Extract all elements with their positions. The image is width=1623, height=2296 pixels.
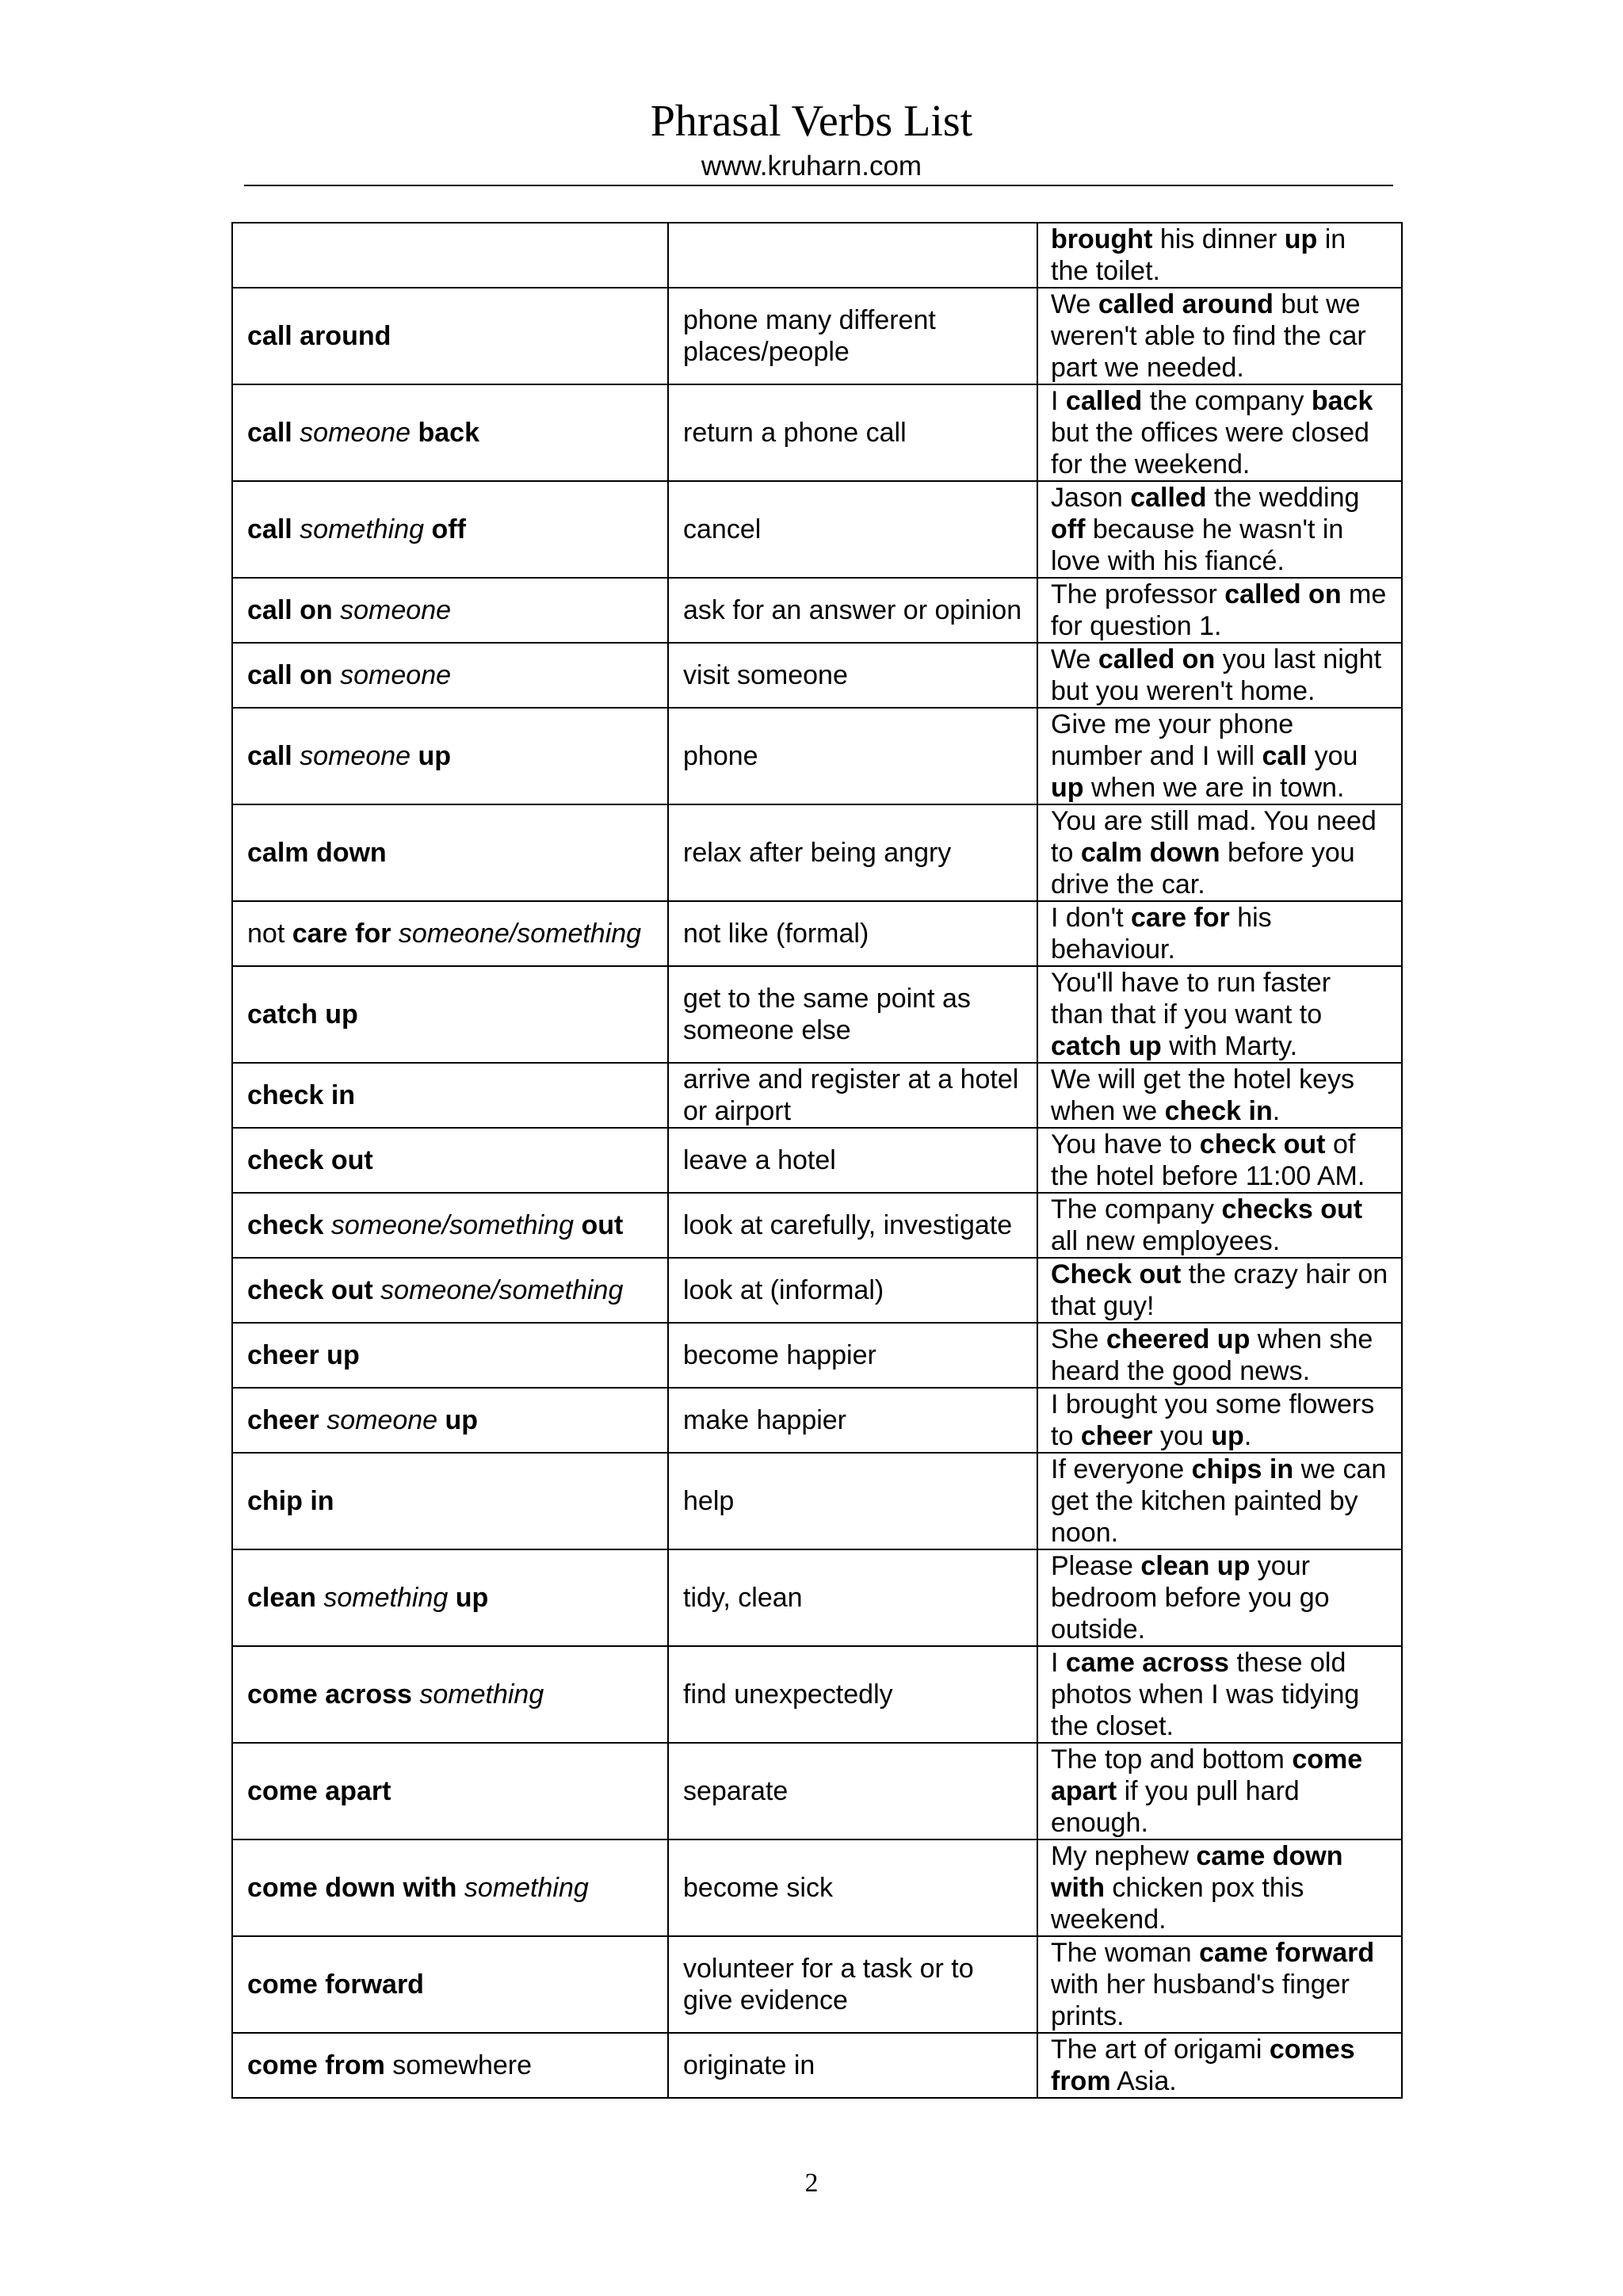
bold-text: come across	[247, 1679, 420, 1710]
italic-text: someone/something	[380, 1275, 624, 1305]
table-row	[232, 481, 1402, 578]
plain-text: The top and bottom	[1051, 1744, 1293, 1775]
bold-text: clean	[247, 1583, 324, 1613]
bold-text: cheer up	[247, 1340, 360, 1370]
bold-text: call	[247, 514, 300, 544]
phrasal-verbs-table	[231, 222, 1403, 2099]
plain-text: We	[1051, 644, 1098, 674]
table-row	[232, 223, 1402, 288]
example-cell	[1037, 1839, 1402, 1936]
plain-text: in the toilet.	[1051, 224, 1346, 286]
bold-text: back	[411, 418, 479, 448]
plain-text: we can get the kitchen painted by noon.	[1051, 1454, 1387, 1548]
meaning-cell: find unexpectedly	[668, 1646, 1037, 1743]
example-cell	[1037, 578, 1402, 643]
table-row	[232, 708, 1402, 804]
page-header	[0, 94, 1623, 184]
table-row	[232, 288, 1402, 384]
italic-text: something	[300, 514, 425, 544]
table-row	[232, 1128, 1402, 1193]
plain-text: I brought you some flowers to	[1051, 1389, 1375, 1451]
phrasal-verb-cell	[232, 901, 668, 966]
example-cell	[1037, 1453, 1402, 1549]
bold-text: comes from	[1051, 2034, 1355, 2096]
plain-text: of the hotel before 11:00 AM.	[1051, 1129, 1365, 1191]
bold-text: checks out	[1221, 1194, 1363, 1224]
phrasal-verb-cell	[232, 578, 668, 643]
meaning-cell: ask for an answer or opinion	[668, 578, 1037, 643]
plain-text: but the offices were closed for the weekend.	[1051, 418, 1369, 479]
plain-text: but we weren't able to find the car part we needed.	[1051, 289, 1366, 383]
plain-text: We will get the hotel keys when we	[1051, 1064, 1354, 1126]
plain-text: when we are in town.	[1083, 773, 1345, 803]
meaning-cell: help	[668, 1453, 1037, 1549]
plain-text: Give me your phone number and I will	[1051, 709, 1294, 771]
plain-text: You are still mad. You need to	[1051, 806, 1377, 868]
page-number: 2	[804, 2168, 819, 2198]
phrasal-verb-cell	[232, 288, 668, 384]
example-cell	[1037, 804, 1402, 901]
example-cell	[1037, 1549, 1402, 1646]
header-divider	[244, 185, 1393, 186]
plain-text: .	[1243, 1421, 1252, 1451]
plain-text: I	[1051, 386, 1066, 416]
meaning-cell: relax after being angry	[668, 804, 1037, 901]
bold-text: called	[1065, 386, 1143, 416]
plain-text: She	[1051, 1324, 1106, 1354]
phrasal-verb-cell	[232, 1388, 668, 1453]
bold-text: call on	[247, 660, 341, 690]
table-row	[232, 1388, 1402, 1453]
italic-text: someone	[300, 418, 411, 448]
plain-text: when she heard the good news.	[1051, 1324, 1373, 1386]
meaning-cell: get to the same point as someone else	[668, 966, 1037, 1063]
italic-text: something	[464, 1873, 589, 1903]
bold-text: cheer	[247, 1405, 327, 1435]
phrasal-verb-cell	[232, 804, 668, 901]
bold-text: up	[1051, 773, 1084, 803]
bold-text: care for	[1131, 903, 1230, 933]
bold-text: check out	[247, 1145, 373, 1175]
bold-text: check in	[247, 1080, 356, 1110]
table-row	[232, 1063, 1402, 1128]
bold-text: brought	[1051, 224, 1153, 254]
example-cell	[1037, 1646, 1402, 1743]
bold-text: chips in	[1191, 1454, 1294, 1484]
plain-text: these old photos when I was tidying the closet.	[1051, 1648, 1360, 1741]
plain-text: Asia.	[1110, 2066, 1177, 2096]
plain-text: the crazy hair on that guy!	[1051, 1259, 1388, 1321]
meaning-cell: tidy, clean	[668, 1549, 1037, 1646]
table-row	[232, 804, 1402, 901]
table-row	[232, 966, 1402, 1063]
bold-text: check out	[1199, 1129, 1326, 1159]
plain-text: chicken pox this weekend.	[1051, 1873, 1304, 1935]
bold-text: come forward	[247, 1969, 424, 2000]
meaning-cell: leave a hotel	[668, 1128, 1037, 1193]
bold-text: up	[1284, 224, 1318, 254]
plain-text: Jason	[1051, 483, 1131, 513]
italic-text: someone/something	[330, 1210, 575, 1240]
plain-text: The woman	[1051, 1938, 1200, 1968]
plain-text: your bedroom before you go outside.	[1051, 1551, 1330, 1645]
italic-text: something	[419, 1679, 544, 1710]
bold-text: up	[411, 741, 452, 771]
table-row	[232, 578, 1402, 643]
bold-text: cheer	[1080, 1421, 1153, 1451]
meaning-cell	[668, 223, 1037, 288]
bold-text: care for	[292, 919, 399, 949]
bold-text: check	[247, 1210, 331, 1240]
bold-text: up	[448, 1583, 489, 1613]
bold-text: check in	[1164, 1096, 1273, 1126]
plain-text: because he wasn't in love with his fiancé.	[1051, 514, 1344, 576]
plain-text: if you pull hard enough.	[1051, 1776, 1300, 1838]
example-cell	[1037, 1193, 1402, 1258]
plain-text: you last night but you weren't home.	[1051, 644, 1382, 706]
phrasal-verb-cell	[232, 1258, 668, 1323]
phrasal-verb-cell	[232, 643, 668, 708]
table-row	[232, 1936, 1402, 2033]
italic-text: someone	[340, 595, 452, 625]
bold-text: check out	[247, 1275, 381, 1305]
bold-text: called around	[1098, 289, 1274, 319]
plain-text: .	[1272, 1096, 1281, 1126]
table-row	[232, 1646, 1402, 1743]
example-cell	[1037, 901, 1402, 966]
example-cell	[1037, 288, 1402, 384]
phrasal-verb-cell	[232, 1128, 668, 1193]
table-row	[232, 1193, 1402, 1258]
example-cell	[1037, 1323, 1402, 1388]
bold-text: up	[437, 1405, 479, 1435]
italic-text: someone	[327, 1405, 438, 1435]
plain-text: My nephew	[1051, 1841, 1197, 1871]
bold-text: come apart	[1051, 1744, 1363, 1806]
meaning-cell: phone many different places/people	[668, 288, 1037, 384]
table-row	[232, 1549, 1402, 1646]
plain-text: with her husband's finger prints.	[1051, 1969, 1350, 2031]
plain-text: me for question 1.	[1051, 579, 1387, 641]
bold-text: came forward	[1199, 1938, 1375, 1968]
table-body	[232, 223, 1402, 2098]
bold-text: catch up	[247, 999, 358, 1030]
meaning-cell: visit someone	[668, 643, 1037, 708]
table-row	[232, 643, 1402, 708]
bold-text: called	[1130, 483, 1207, 513]
plain-text: I	[1051, 1648, 1066, 1678]
example-cell	[1037, 1743, 1402, 1839]
plain-text: the company	[1142, 386, 1312, 416]
bold-text: calm down	[247, 838, 387, 868]
plain-text: The company	[1051, 1194, 1222, 1224]
bold-text: clean up	[1140, 1551, 1251, 1581]
example-cell	[1037, 1258, 1402, 1323]
italic-text: something	[323, 1583, 449, 1613]
phrasal-verb-cell	[232, 1063, 668, 1128]
plain-text: The professor	[1051, 579, 1225, 609]
phrasal-verb-cell	[232, 223, 668, 288]
meaning-cell: originate in	[668, 2033, 1037, 2098]
bold-text: come apart	[247, 1776, 391, 1806]
bold-text: come down with	[247, 1873, 464, 1903]
meaning-cell: become happier	[668, 1323, 1037, 1388]
meaning-cell: look at (informal)	[668, 1258, 1037, 1323]
table-row	[232, 384, 1402, 481]
italic-text: someone	[300, 741, 411, 771]
plain-text: all new employees.	[1051, 1226, 1281, 1256]
bold-text: off	[424, 514, 466, 544]
meaning-cell: return a phone call	[668, 384, 1037, 481]
example-cell	[1037, 1388, 1402, 1453]
bold-text: chip in	[247, 1486, 334, 1516]
table-row	[232, 2033, 1402, 2098]
meaning-cell: arrive and register at a hotel or airport	[668, 1063, 1037, 1128]
phrasal-verb-cell	[232, 1646, 668, 1743]
site-url: www.kruharn.com	[701, 151, 922, 181]
example-cell	[1037, 1128, 1402, 1193]
plain-text: you	[1152, 1421, 1212, 1451]
plain-text: If everyone	[1051, 1454, 1192, 1484]
phrasal-verb-cell	[232, 1936, 668, 2033]
bold-text: called on	[1098, 644, 1216, 674]
example-cell	[1037, 966, 1402, 1063]
phrasal-verb-cell	[232, 1743, 668, 1839]
phrasal-verb-cell	[232, 1323, 668, 1388]
phrasal-verb-cell	[232, 1453, 668, 1549]
example-cell	[1037, 1063, 1402, 1128]
table-row	[232, 1323, 1402, 1388]
plain-text: The art of origami	[1051, 2034, 1270, 2065]
plain-text: his behaviour.	[1051, 903, 1272, 965]
italic-text: someone	[340, 660, 452, 690]
example-cell	[1037, 708, 1402, 804]
bold-text: call	[247, 741, 300, 771]
plain-text: not	[247, 919, 292, 949]
page-title: Phrasal Verbs List	[650, 97, 973, 146]
plain-text: with Marty.	[1161, 1031, 1298, 1061]
meaning-cell: become sick	[668, 1839, 1037, 1936]
phrasal-verb-cell	[232, 1193, 668, 1258]
bold-text: call around	[247, 321, 391, 351]
phrasal-verb-cell	[232, 966, 668, 1063]
meaning-cell: volunteer for a task or to give evidence	[668, 1936, 1037, 2033]
plain-text: before you drive the car.	[1051, 838, 1355, 900]
bold-text: came down with	[1051, 1841, 1343, 1903]
plain-text: You have to	[1051, 1129, 1200, 1159]
example-cell	[1037, 384, 1402, 481]
plain-text: You'll have to run faster than that if you want to	[1051, 968, 1331, 1030]
plain-text: somewhere	[384, 2050, 533, 2080]
bold-text: called on	[1224, 579, 1342, 609]
phrasal-verb-cell	[232, 384, 668, 481]
meaning-cell: phone	[668, 708, 1037, 804]
table-row	[232, 1453, 1402, 1549]
plain-text: you	[1307, 741, 1358, 771]
plain-text: his dinner	[1152, 224, 1285, 254]
bold-text: call	[247, 418, 300, 448]
bold-text: back	[1311, 386, 1373, 416]
plain-text: Please	[1051, 1551, 1141, 1581]
plain-text: the wedding	[1206, 483, 1360, 513]
bold-text: out	[574, 1210, 624, 1240]
bold-text: come from	[247, 2050, 385, 2080]
phrasal-verb-cell	[232, 481, 668, 578]
example-cell	[1037, 481, 1402, 578]
meaning-cell: make happier	[668, 1388, 1037, 1453]
example-cell	[1037, 223, 1402, 288]
bold-text: calm down	[1080, 838, 1220, 868]
bold-text: Check out	[1051, 1259, 1182, 1289]
table-row	[232, 1743, 1402, 1839]
example-cell	[1037, 1936, 1402, 2033]
bold-text: catch up	[1051, 1031, 1162, 1061]
bold-text: off	[1051, 514, 1086, 544]
phrasal-verb-cell	[232, 708, 668, 804]
table-row	[232, 1258, 1402, 1323]
phrasal-verb-cell	[232, 1839, 668, 1936]
example-cell	[1037, 2033, 1402, 2098]
example-cell	[1037, 643, 1402, 708]
meaning-cell: not like (formal)	[668, 901, 1037, 966]
bold-text: call	[1262, 741, 1308, 771]
bold-text: call on	[247, 595, 341, 625]
bold-text: up	[1211, 1421, 1244, 1451]
meaning-cell: separate	[668, 1743, 1037, 1839]
plain-text: We	[1051, 289, 1098, 319]
phrasal-verb-cell	[232, 1549, 668, 1646]
plain-text: I don't	[1051, 903, 1132, 933]
meaning-cell: cancel	[668, 481, 1037, 578]
italic-text: someone/something	[398, 919, 642, 949]
phrasal-verb-cell	[232, 2033, 668, 2098]
table-row	[232, 901, 1402, 966]
meaning-cell: look at carefully, investigate	[668, 1193, 1037, 1258]
bold-text: came across	[1065, 1648, 1229, 1678]
bold-text: cheered up	[1106, 1324, 1251, 1354]
table-row	[232, 1839, 1402, 1936]
